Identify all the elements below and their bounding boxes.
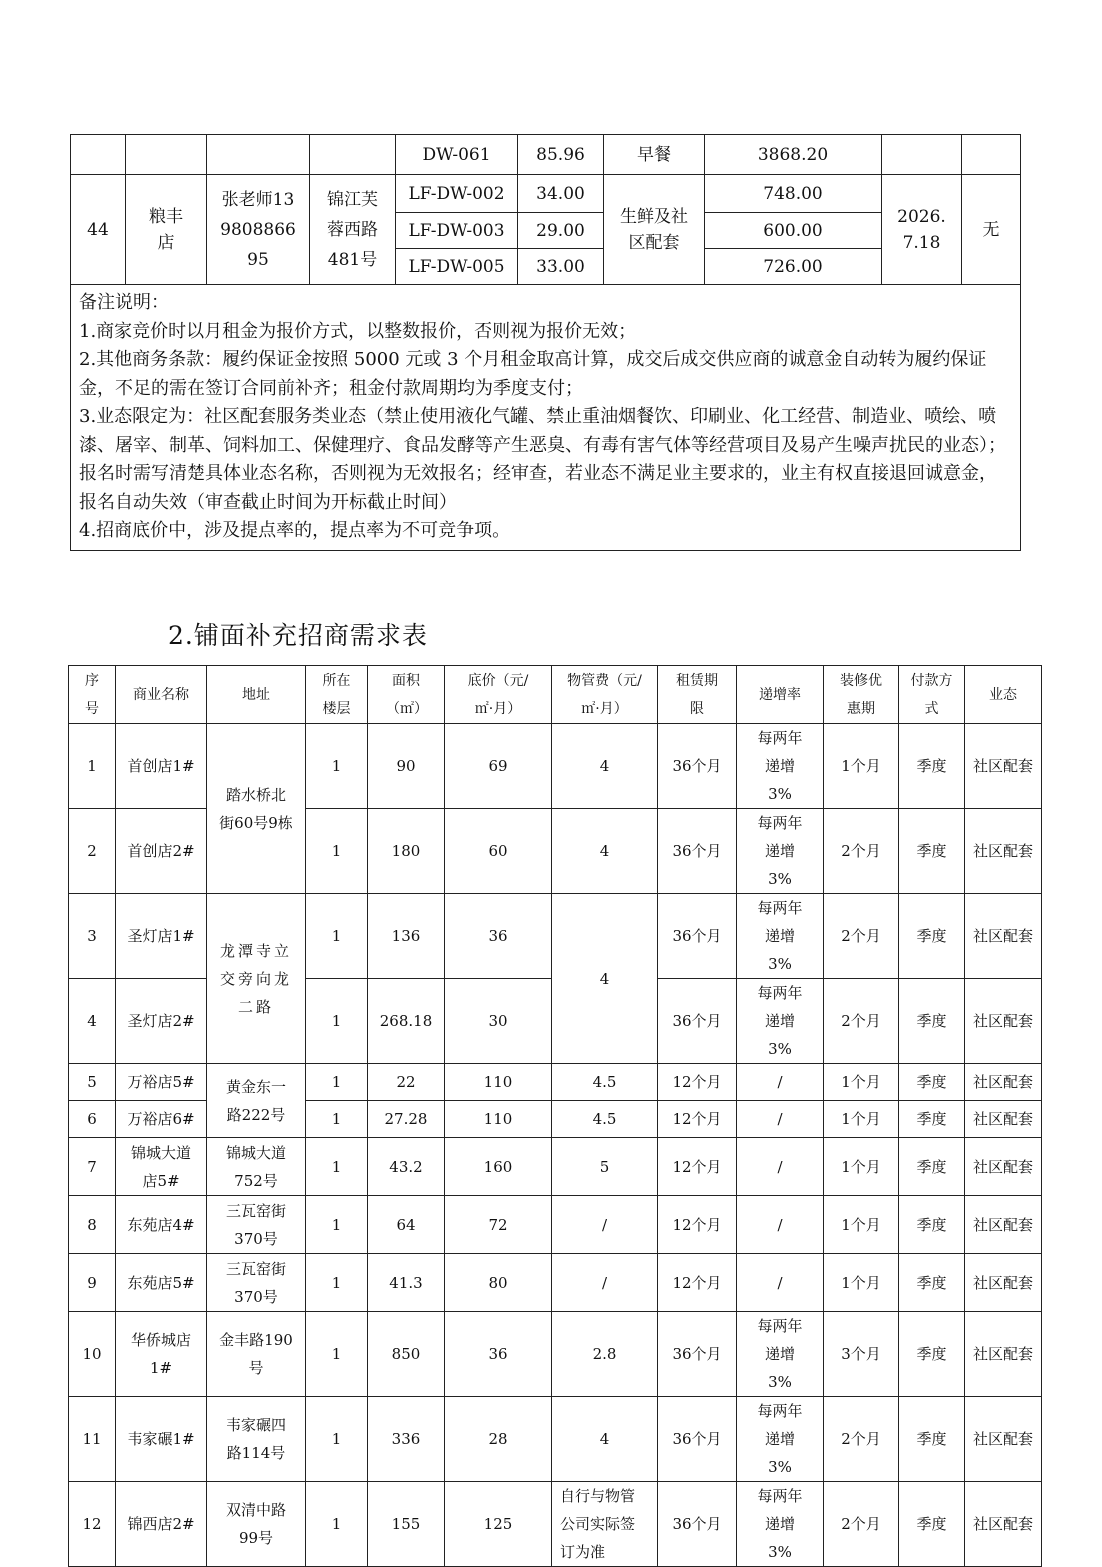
table-row (69, 1064, 1042, 1101)
cell-term: 12个月 (658, 1101, 737, 1138)
cell-price: 160 (445, 1138, 552, 1196)
cell-name: 万裕店5# (116, 1064, 207, 1101)
unit-price: 726.00 (705, 249, 882, 285)
cell-decor: 2个月 (824, 1397, 899, 1482)
deadline-date: 2026.7.18 (882, 175, 962, 285)
cell-price: 110 (445, 1101, 552, 1138)
business-type: 生鲜及社区配套 (604, 175, 705, 285)
cell-no: 3 (69, 894, 116, 979)
cell-decor: 2个月 (824, 894, 899, 979)
cell-floor: 1 (306, 1196, 368, 1254)
cell-no: 5 (69, 1064, 116, 1101)
table-row (69, 1254, 1042, 1312)
note-item: 1.商家竞价时以月租金为报价方式，以整数报价，否则视为报价无效； (79, 320, 637, 342)
cell-price: 110 (445, 1064, 552, 1101)
unit-code: LF-DW-002 (396, 175, 518, 213)
notes-heading: 备注说明： (79, 292, 169, 313)
cell-decor: 2个月 (824, 1482, 899, 1567)
unit-price: 3868.20 (705, 135, 882, 175)
note-item: 4.招商底价中，涉及提点率的，提点率为不可竞争项。 (79, 520, 511, 541)
cell-no: 10 (69, 1312, 116, 1397)
cell-price: 72 (445, 1196, 552, 1254)
cell-pay: 季度 (899, 1064, 965, 1101)
cell-no: 8 (69, 1196, 116, 1254)
cell-pay: 季度 (899, 1101, 965, 1138)
cell-rate: / (737, 1254, 824, 1312)
cell-rate: 每两年递增3% (737, 894, 824, 979)
cell-area: 268.18 (368, 979, 445, 1064)
cell-floor: 1 (306, 979, 368, 1064)
cell-address: 黄金东一路222号 (207, 1064, 306, 1138)
table-row (69, 894, 1042, 979)
cell-fee: 4.5 (552, 1064, 658, 1101)
unit-business: 早餐 (604, 135, 705, 175)
row-number: 44 (71, 175, 126, 285)
cell-decor: 2个月 (824, 979, 899, 1064)
cell-type: 社区配套 (965, 1196, 1042, 1254)
cell-rate: 每两年递增3% (737, 979, 824, 1064)
header-name: 商业名称 (116, 666, 207, 724)
cell-rate: / (737, 1064, 824, 1101)
header-no: 序号 (69, 666, 116, 724)
cell-term: 36个月 (658, 809, 737, 894)
cell-no: 1 (69, 724, 116, 809)
unit-area: 29.00 (518, 213, 604, 249)
cell-no: 12 (69, 1482, 116, 1567)
section-title: 2.铺面补充招商需求表 (168, 621, 428, 650)
cell-type: 社区配套 (965, 809, 1042, 894)
cell-fee: 4 (552, 894, 658, 1064)
cell-decor: 1个月 (824, 724, 899, 809)
unit-code: LF-DW-005 (396, 249, 518, 285)
cell-area: 41.3 (368, 1254, 445, 1312)
cell-decor: 2个月 (824, 809, 899, 894)
cell-name: 锦西店2# (116, 1482, 207, 1567)
notes-row (71, 285, 1021, 551)
cell-pay: 季度 (899, 979, 965, 1064)
table-row (69, 1312, 1042, 1397)
cell-name: 圣灯店2# (116, 979, 207, 1064)
store-name: 粮丰店 (126, 175, 207, 285)
cell-no: 6 (69, 1101, 116, 1138)
cell-decor: 1个月 (824, 1101, 899, 1138)
header-term: 租赁期限 (658, 666, 737, 724)
cell-fee: / (552, 1254, 658, 1312)
cell-type: 社区配套 (965, 979, 1042, 1064)
cell-address: 踏水桥北街60号9栋 (207, 724, 306, 894)
cell-decor: 3个月 (824, 1312, 899, 1397)
cell-floor: 1 (306, 1312, 368, 1397)
cell-type: 社区配套 (965, 1138, 1042, 1196)
cell-rate: 每两年递增3% (737, 724, 824, 809)
cell-type: 社区配套 (965, 1397, 1042, 1482)
cell-address: 韦家碾四路114号 (207, 1397, 306, 1482)
unit-area: 85.96 (518, 135, 604, 175)
unit-area: 34.00 (518, 175, 604, 213)
cell-area: 22 (368, 1064, 445, 1101)
table-row (71, 175, 1021, 213)
cell-area: 180 (368, 809, 445, 894)
cell-address: 三瓦窑街370号 (207, 1196, 306, 1254)
cell-name: 韦家碾1# (116, 1397, 207, 1482)
cell-rate: 每两年递增3% (737, 1397, 824, 1482)
cell-price: 30 (445, 979, 552, 1064)
cell-floor: 1 (306, 894, 368, 979)
cell-term: 36个月 (658, 1397, 737, 1482)
cell-pay: 季度 (899, 1254, 965, 1312)
merchant-table-continued (70, 134, 1021, 551)
unit-code: LF-DW-003 (396, 213, 518, 249)
unit-area: 33.00 (518, 249, 604, 285)
cell-type: 社区配套 (965, 1254, 1042, 1312)
cell-no: 7 (69, 1138, 116, 1196)
cell-address: 锦城大道752号 (207, 1138, 306, 1196)
cell-name: 首创店1# (116, 724, 207, 809)
cell-fee: 4.5 (552, 1101, 658, 1138)
cell-fee: 4 (552, 809, 658, 894)
cell-fee: / (552, 1196, 658, 1254)
cell-pay: 季度 (899, 809, 965, 894)
cell-decor: 1个月 (824, 1064, 899, 1101)
cell-fee: 2.8 (552, 1312, 658, 1397)
cell-no: 11 (69, 1397, 116, 1482)
table-row (69, 1138, 1042, 1196)
cell-rate: / (737, 1101, 824, 1138)
cell-floor: 1 (306, 1397, 368, 1482)
cell-type: 社区配套 (965, 1101, 1042, 1138)
cell-area: 850 (368, 1312, 445, 1397)
cell-no: 4 (69, 979, 116, 1064)
cell-rate: / (737, 1196, 824, 1254)
header-fee: 物管费（元/㎡·月） (552, 666, 658, 724)
table-row (69, 1397, 1042, 1482)
cell-term: 36个月 (658, 894, 737, 979)
header-pay: 付款方式 (899, 666, 965, 724)
cell-term: 12个月 (658, 1254, 737, 1312)
table-header-row (69, 666, 1042, 724)
cell-price: 36 (445, 1312, 552, 1397)
shop-supplement-table (68, 665, 1042, 1567)
cell-name: 东苑店4# (116, 1196, 207, 1254)
header-rate: 递增率 (737, 666, 824, 724)
unit-code: DW-061 (396, 135, 518, 175)
cell-name: 东苑店5# (116, 1254, 207, 1312)
cell-floor: 1 (306, 1482, 368, 1567)
cell-decor: 1个月 (824, 1138, 899, 1196)
cell-price: 60 (445, 809, 552, 894)
cell-fee: 4 (552, 1397, 658, 1482)
cell-term: 36个月 (658, 1312, 737, 1397)
cell-area: 136 (368, 894, 445, 979)
cell-pay: 季度 (899, 1397, 965, 1482)
cell-name: 锦城大道店5# (116, 1138, 207, 1196)
cell-area: 43.2 (368, 1138, 445, 1196)
cell-floor: 1 (306, 724, 368, 809)
table-row (69, 1482, 1042, 1567)
cell-floor: 1 (306, 809, 368, 894)
header-price: 底价（元/㎡·月） (445, 666, 552, 724)
cell-term: 36个月 (658, 979, 737, 1064)
cell-type: 社区配套 (965, 1312, 1042, 1397)
cell-rate: / (737, 1138, 824, 1196)
cell-no: 9 (69, 1254, 116, 1312)
note-item: 3.业态限定为：社区配套服务类业态（禁止使用液化气罐、禁止重油烟餐饮、印刷业、化工经营、制造业、喷绘、喷漆、屠宰、制革、饲料加工、保健理疗、食品发酵等产生恶臭、有毒有害气体等经营项目及易产生噪声扰民的业态）；报名时需写清楚具体业态名称，否则视为无效报名；经审查，若业态不满足业主要求的，业主有权直接退回诚意金，报名自动失效（审查截止时间为开标截止时间） (79, 406, 1006, 513)
cell-type: 社区配套 (965, 724, 1042, 809)
cell-term: 36个月 (658, 1482, 737, 1567)
cell-address: 双清中路99号 (207, 1482, 306, 1567)
cell-price: 28 (445, 1397, 552, 1482)
cell-term: 12个月 (658, 1064, 737, 1101)
cell-type: 社区配套 (965, 1482, 1042, 1567)
cell-pay: 季度 (899, 1138, 965, 1196)
cell-floor: 1 (306, 1254, 368, 1312)
cell-pay: 季度 (899, 894, 965, 979)
cell-name: 万裕店6# (116, 1101, 207, 1138)
cell-area: 27.28 (368, 1101, 445, 1138)
cell-address: 龙潭寺立交旁向龙二路 (207, 894, 306, 1064)
cell-term: 36个月 (658, 724, 737, 809)
cell-area: 64 (368, 1196, 445, 1254)
cell-no: 2 (69, 809, 116, 894)
other: 无 (962, 175, 1021, 285)
contact: 张老师13980886695 (207, 175, 310, 285)
cell-decor: 1个月 (824, 1254, 899, 1312)
unit-price: 748.00 (705, 175, 882, 213)
cell-fee: 自行与物管公司实际签订为准 (552, 1482, 658, 1567)
cell-floor: 1 (306, 1064, 368, 1101)
cell-floor: 1 (306, 1101, 368, 1138)
cell-rate: 每两年递增3% (737, 809, 824, 894)
cell-decor: 1个月 (824, 1196, 899, 1254)
cell-pay: 季度 (899, 724, 965, 809)
cell-area: 90 (368, 724, 445, 809)
cell-pay: 季度 (899, 1482, 965, 1567)
header-decor: 装修优惠期 (824, 666, 899, 724)
cell-price: 36 (445, 894, 552, 979)
cell-price: 125 (445, 1482, 552, 1567)
cell-area: 155 (368, 1482, 445, 1567)
cell-type: 社区配套 (965, 1064, 1042, 1101)
cell-term: 12个月 (658, 1196, 737, 1254)
cell-name: 圣灯店1# (116, 894, 207, 979)
cell-name: 华侨城店1# (116, 1312, 207, 1397)
cell-floor: 1 (306, 1138, 368, 1196)
address: 锦江芙蓉西路481号 (310, 175, 396, 285)
cell-pay: 季度 (899, 1196, 965, 1254)
cell-rate: 每两年递增3% (737, 1482, 824, 1567)
cell-term: 12个月 (658, 1138, 737, 1196)
cell-address: 三瓦窑街370号 (207, 1254, 306, 1312)
note-item: 2.其他商务条款：履约保证金按照 5000 元或 3 个月租金取高计算，成交后成交供应商的诚意金自动转为履约保证金，不足的需在签订合同前补齐；租金付款周期均为季度支付； (79, 349, 987, 399)
cell-pay: 季度 (899, 1312, 965, 1397)
cell-name: 首创店2# (116, 809, 207, 894)
unit-price: 600.00 (705, 213, 882, 249)
notes (71, 285, 1021, 551)
cell-rate: 每两年递增3% (737, 1312, 824, 1397)
cell-area: 336 (368, 1397, 445, 1482)
header-address: 地址 (207, 666, 306, 724)
header-floor: 所在楼层 (306, 666, 368, 724)
table-row (69, 724, 1042, 809)
cell-price: 69 (445, 724, 552, 809)
cell-fee: 5 (552, 1138, 658, 1196)
header-area: 面积（㎡） (368, 666, 445, 724)
cell-address: 金丰路190号 (207, 1312, 306, 1397)
table-row (69, 1196, 1042, 1254)
cell-price: 80 (445, 1254, 552, 1312)
table-row (71, 135, 1021, 175)
cell-type: 社区配套 (965, 894, 1042, 979)
cell-fee: 4 (552, 724, 658, 809)
header-type: 业态 (965, 666, 1042, 724)
